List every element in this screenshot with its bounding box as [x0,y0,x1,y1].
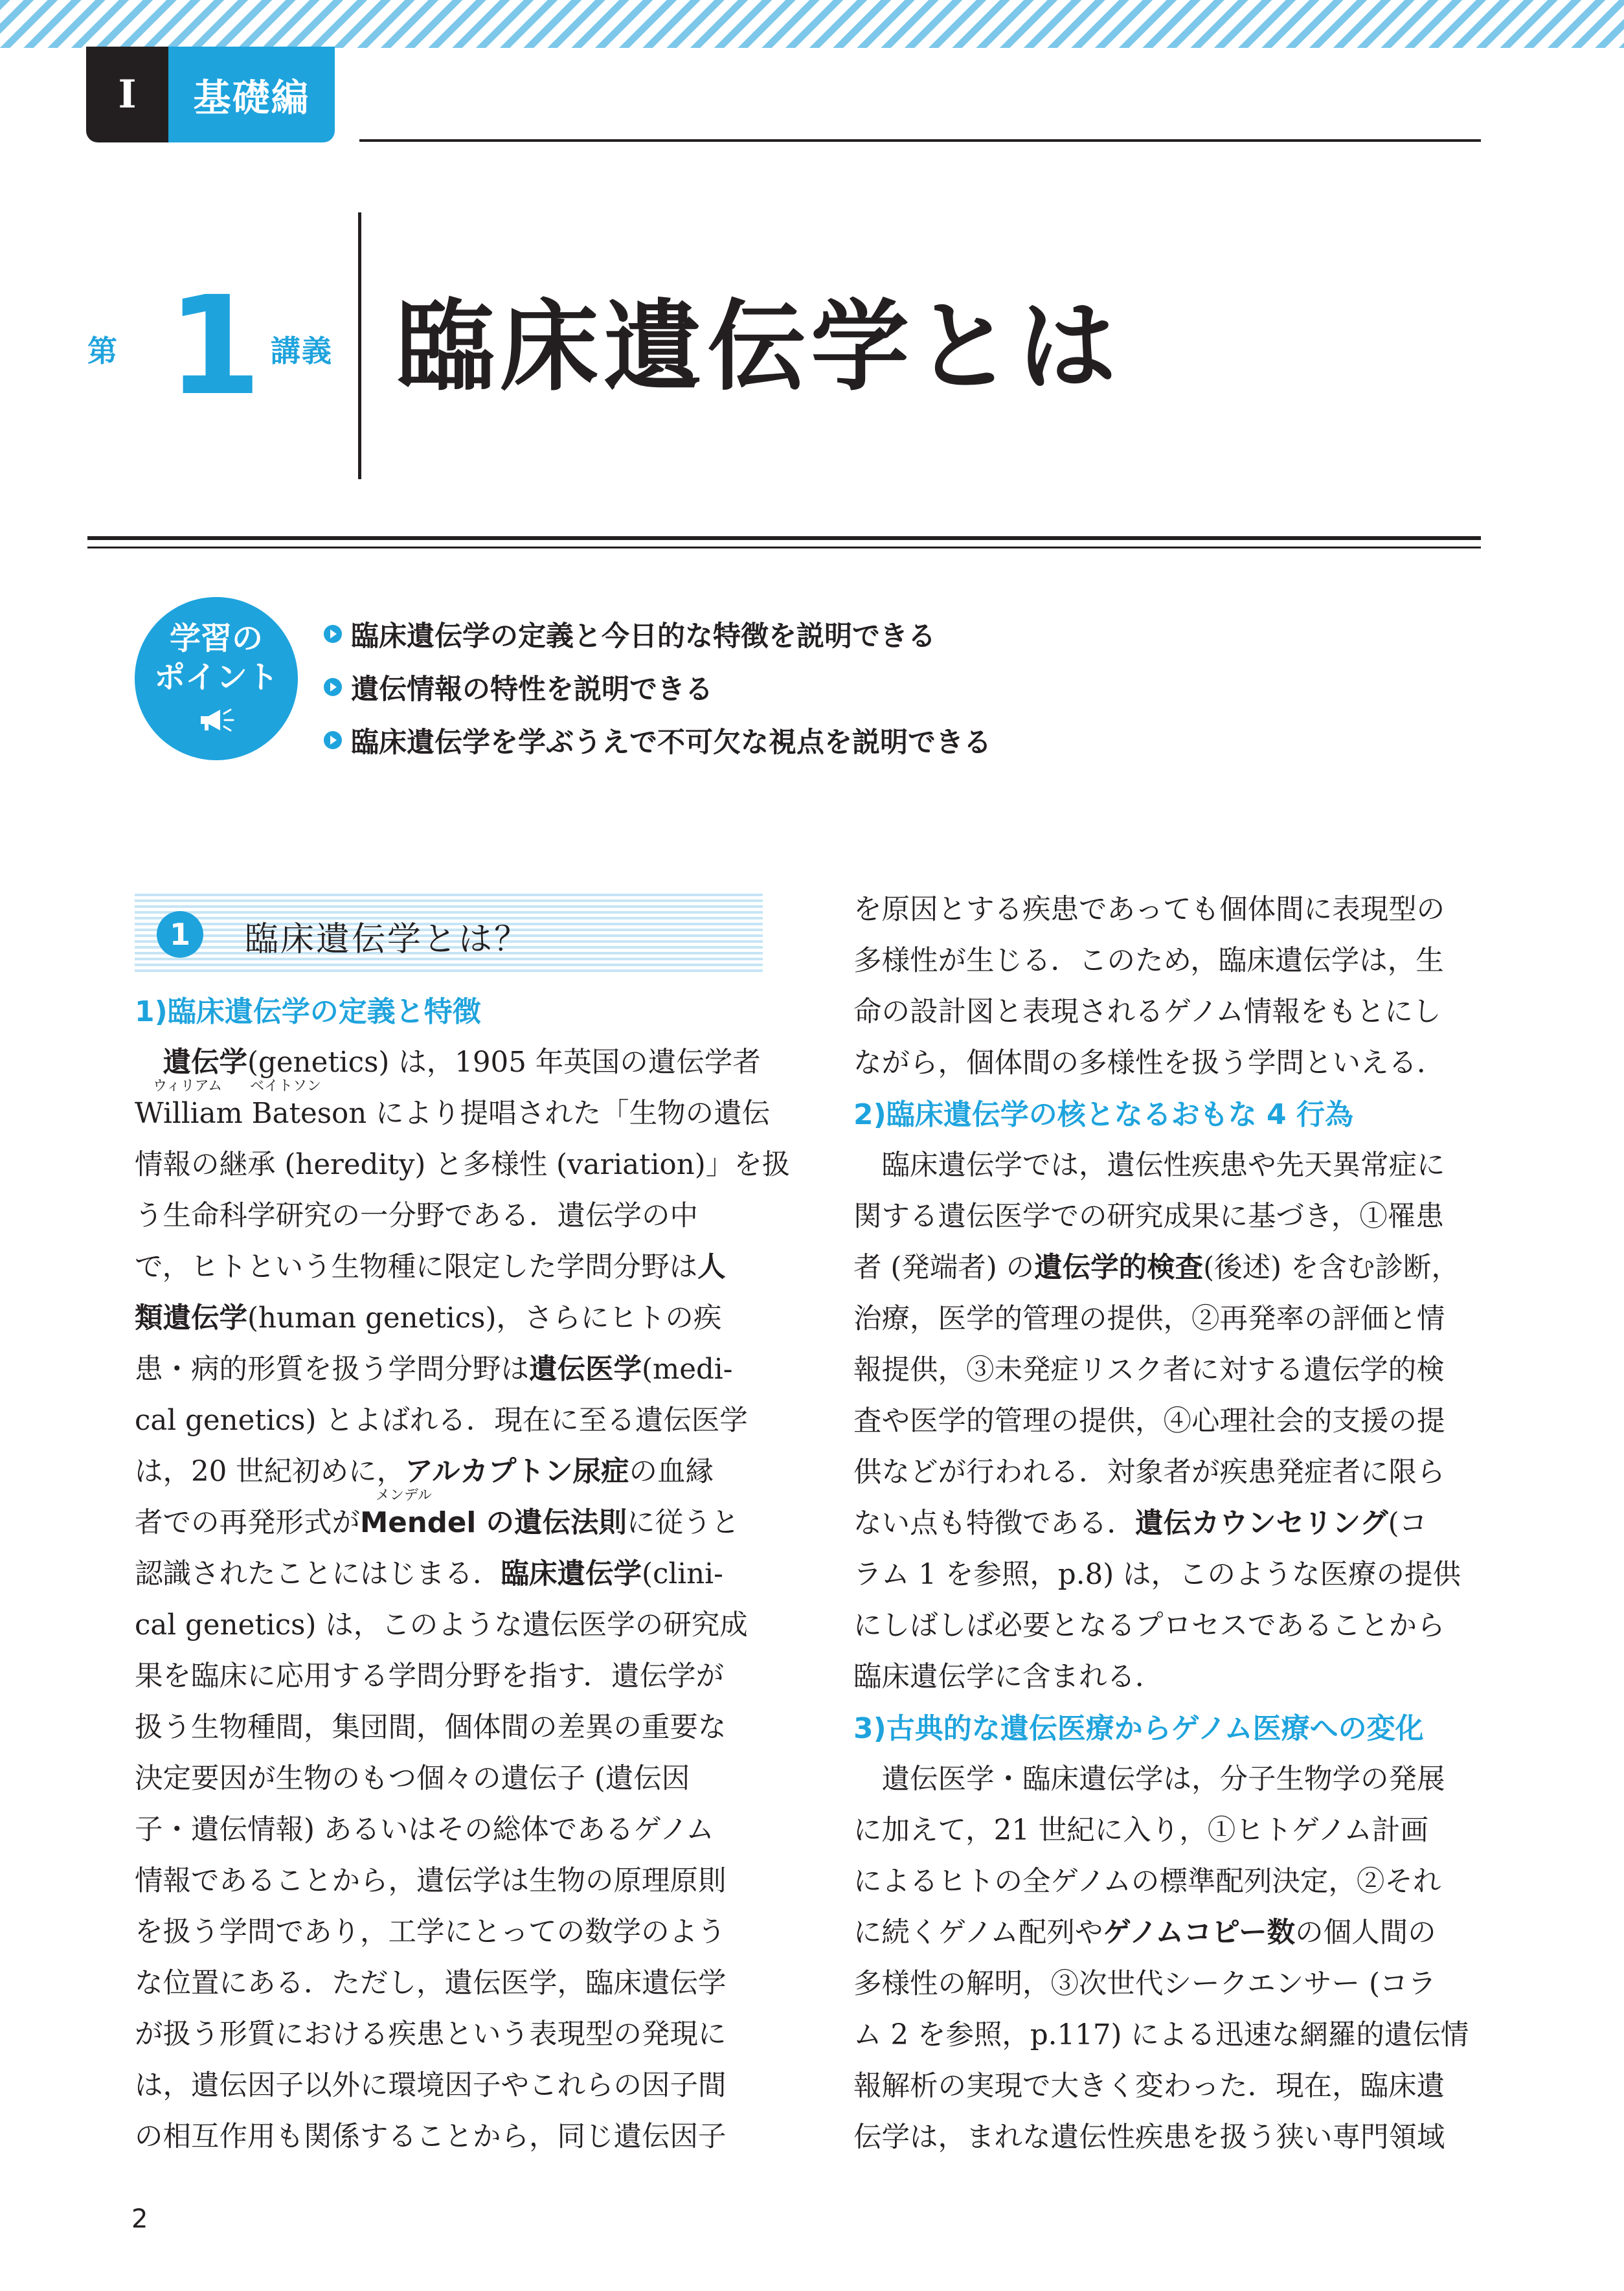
title-rule-thin [87,547,1481,548]
part-name: 基礎編 [168,47,335,142]
badge-label-line2: ポイント [153,659,278,695]
learning-points-badge [135,597,298,760]
text-line [853,1140,1485,1191]
term-medical-genetics: 遺伝医学 [529,1353,642,1386]
subheading-2: 2)臨床遺伝学の核となるおもな 4 行為 [853,1098,1353,1131]
text-span: 認識されたことにはじまる． [135,1558,501,1590]
learning-points-list [324,607,991,767]
text-span: 者での再発形式が [135,1507,360,1539]
text-line: 命の設計図と表現されるゲノム情報をもとにし [853,996,1441,1028]
learning-point [324,607,991,660]
text-span: の個人間の [1295,1917,1436,1949]
text-line [135,1037,766,1089]
text-span: 臨床遺伝学では，遺伝性疾患や先天異常症に [881,1149,1445,1182]
text-line: ム 2 を参照，p.117) による迅速な網羅的遺伝情 [853,2019,1469,2051]
text-line [135,1293,766,1344]
text-line [135,1549,766,1600]
learning-point [324,714,991,767]
term-mendel-law: Mendel の遺伝法則 [360,1507,627,1539]
text-line: は，遺伝因子以外に環境因子やこれらの因子間 [135,2070,727,2102]
text-span: 遺伝医学・臨床遺伝学は，分子生物学の発展 [881,1763,1445,1796]
text-span: に続くゲノム配列や [853,1917,1103,1949]
ruby-mendel: メンデル [376,1487,432,1504]
text-line [853,1908,1485,1959]
term-human-genetics: 人 [697,1251,726,1283]
text-span: 者 (発端者) の [853,1252,1035,1284]
title-rule-thick [87,536,1481,540]
text-span: (コ [1388,1507,1428,1540]
text-line: 多様性が生じる．このため，臨床遺伝学は，生 [853,945,1444,977]
header-stripe-band [0,0,1624,48]
text-line: 伝学は，まれな遺伝性疾患を扱う狭い専門領域 [853,2121,1445,2154]
arrow-bullet-icon [324,731,342,749]
text-line [135,1447,766,1498]
text-line: 扱う生物種間，集団間，個体間の差異の重要な [135,1711,727,1744]
learning-point-text: 臨床遺伝学の定義と今日的な特徴を説明できる [351,620,936,653]
title-divider [358,212,361,479]
part-tab [86,47,335,142]
text-span: で，ヒトという生物種に限定した学問分野は [135,1251,698,1283]
text-span: の血縁 [629,1456,714,1488]
text-line: にしばしば必要となるプロセスであることから [853,1610,1445,1642]
text-line: 臨床遺伝学に含まれる． [853,1661,1164,1693]
subheading-3: 3)古典的な遺伝医療からゲノム医療への変化 [853,1712,1424,1745]
text-line: ながら，個体間の多様性を扱う学問といえる． [853,1047,1445,1079]
learning-point [324,660,991,714]
text-line [135,1078,771,1140]
text-span: (genetics) は，1905 年英国の遺伝学者 [247,1046,761,1079]
ruby-william: ウィリアム [153,1078,223,1094]
term-genome-copy-number: ゲノムコピー数 [1103,1917,1296,1949]
text-line: う生命科学研究の一分野である．遺伝学の中 [135,1200,698,1232]
text-line [853,1754,1485,1805]
learning-point-text: 遺伝情報の特性を説明できる [351,673,713,706]
text-line: によるヒトの全ゲノムの標準配列決定，②それ [853,1866,1441,1898]
text-span: に従うと [626,1507,739,1539]
text-line [853,1498,1485,1550]
text-line: の相互作用も関係することから，同じ遺伝因子 [135,2121,727,2153]
subheading-1: 1)臨床遺伝学の定義と特徴 [135,995,481,1028]
text-line: 情報であることから，遺伝学は生物の原理原則 [135,1865,727,1897]
arrow-bullet-icon [324,678,342,696]
text-line: に加えて，21 世紀に入り，①ヒトゲノム計画 [853,1814,1428,1847]
text-span: William Bateson により提唱された「生物の遺伝 [135,1098,771,1130]
badge-label-line1: 学習の [169,620,263,657]
text-line: が扱う形質における疾患という表現型の発現に [135,2018,727,2051]
page-number: 2 [131,2204,148,2234]
text-span: 患・病的形質を扱う学問分野は [135,1353,529,1386]
right-column [853,885,1485,2163]
text-line: cal genetics) は，このような遺伝医学の研究成 [135,1609,748,1642]
text-line: 治療，医学的管理の提供，②再発率の評価と情 [853,1303,1445,1335]
chapter-title: 臨床遺伝学とは [396,289,1122,404]
section-heading [135,894,763,975]
arrow-bullet-icon [324,625,342,643]
text-line [135,1344,766,1395]
term-genetic-testing: 遺伝学的検査 [1034,1252,1204,1284]
term-clinical-genetics: 臨床遺伝学 [501,1558,642,1590]
text-line: 報提供，③未発症リスク者に対する遺伝学的検 [853,1354,1445,1386]
lecture-suffix: 講義 [271,333,333,368]
ruby-bateson: ベイトソン [250,1078,322,1094]
term-genetic-counseling: 遺伝カウンセリング [1135,1507,1388,1540]
term-genetics: 遺伝学 [163,1046,247,1079]
section-title: 臨床遺伝学とは？ [245,920,530,959]
text-line: を扱う学問であり，工学にとっての数学のよう [135,1916,726,1948]
text-span: (clini- [642,1558,723,1590]
section-number: 1 [157,911,203,958]
text-line: 多様性の解明，③次世代シークエンサー (コラ [853,1968,1436,2000]
text-line: cal genetics) とよばれる．現在に至る遺伝医学 [135,1405,748,1437]
text-span: (後述) を含む診断， [1203,1252,1460,1284]
term-human-genetics: 類遺伝学 [135,1302,247,1335]
text-span: は，20 世紀初めに， [135,1456,405,1488]
text-span: (medi- [642,1353,733,1386]
lecture-number: 1 [167,267,262,425]
text-line: 関する遺伝医学での研究成果に基づき，①罹患 [853,1201,1444,1233]
text-line: 情報の継承 (heredity) と多様性 (variation)」を扱 [135,1149,791,1181]
text-line: 果を臨床に応用する学問分野を指す．遺伝学が [135,1660,725,1693]
lecture-prefix: 第 [87,333,117,368]
left-column [135,986,791,2163]
text-line [135,1487,766,1549]
header-rule [359,139,1481,142]
text-line: 決定要因が生物のもつ個々の遺伝子 (遺伝因 [135,1763,690,1795]
text-line: 供などが行われる．対象者が疾患発症者に限ら [853,1456,1445,1489]
text-span: ない点も特徴である． [853,1507,1135,1540]
text-line: を原因とする疾患であっても個体間に表現型の [853,894,1445,926]
part-roman-numeral: I [86,47,168,142]
text-span: (human genetics)，さらにヒトの疾 [247,1302,722,1335]
text-line: ラム 1 を参照，p.8) は，このような医療の提供 [853,1559,1461,1591]
text-line: 子・遺伝情報) あるいはその総体であるゲノム [135,1814,714,1846]
term-alkaptonuria: アルカプトン尿症 [405,1456,629,1488]
megaphone-icon [197,706,236,734]
text-line [853,1243,1485,1294]
text-line: 査や医学的管理の提供，④心理社会的支援の提 [853,1405,1445,1438]
text-line [135,1242,766,1293]
text-line: 報解析の実現で大きく変わった．現在，臨床遺 [853,2070,1445,2103]
text-line: な位置にある．ただし，遺伝医学，臨床遺伝学 [135,1967,727,2000]
learning-point-text: 臨床遺伝学を学ぶうえで不可欠な視点を説明できる [351,726,991,759]
